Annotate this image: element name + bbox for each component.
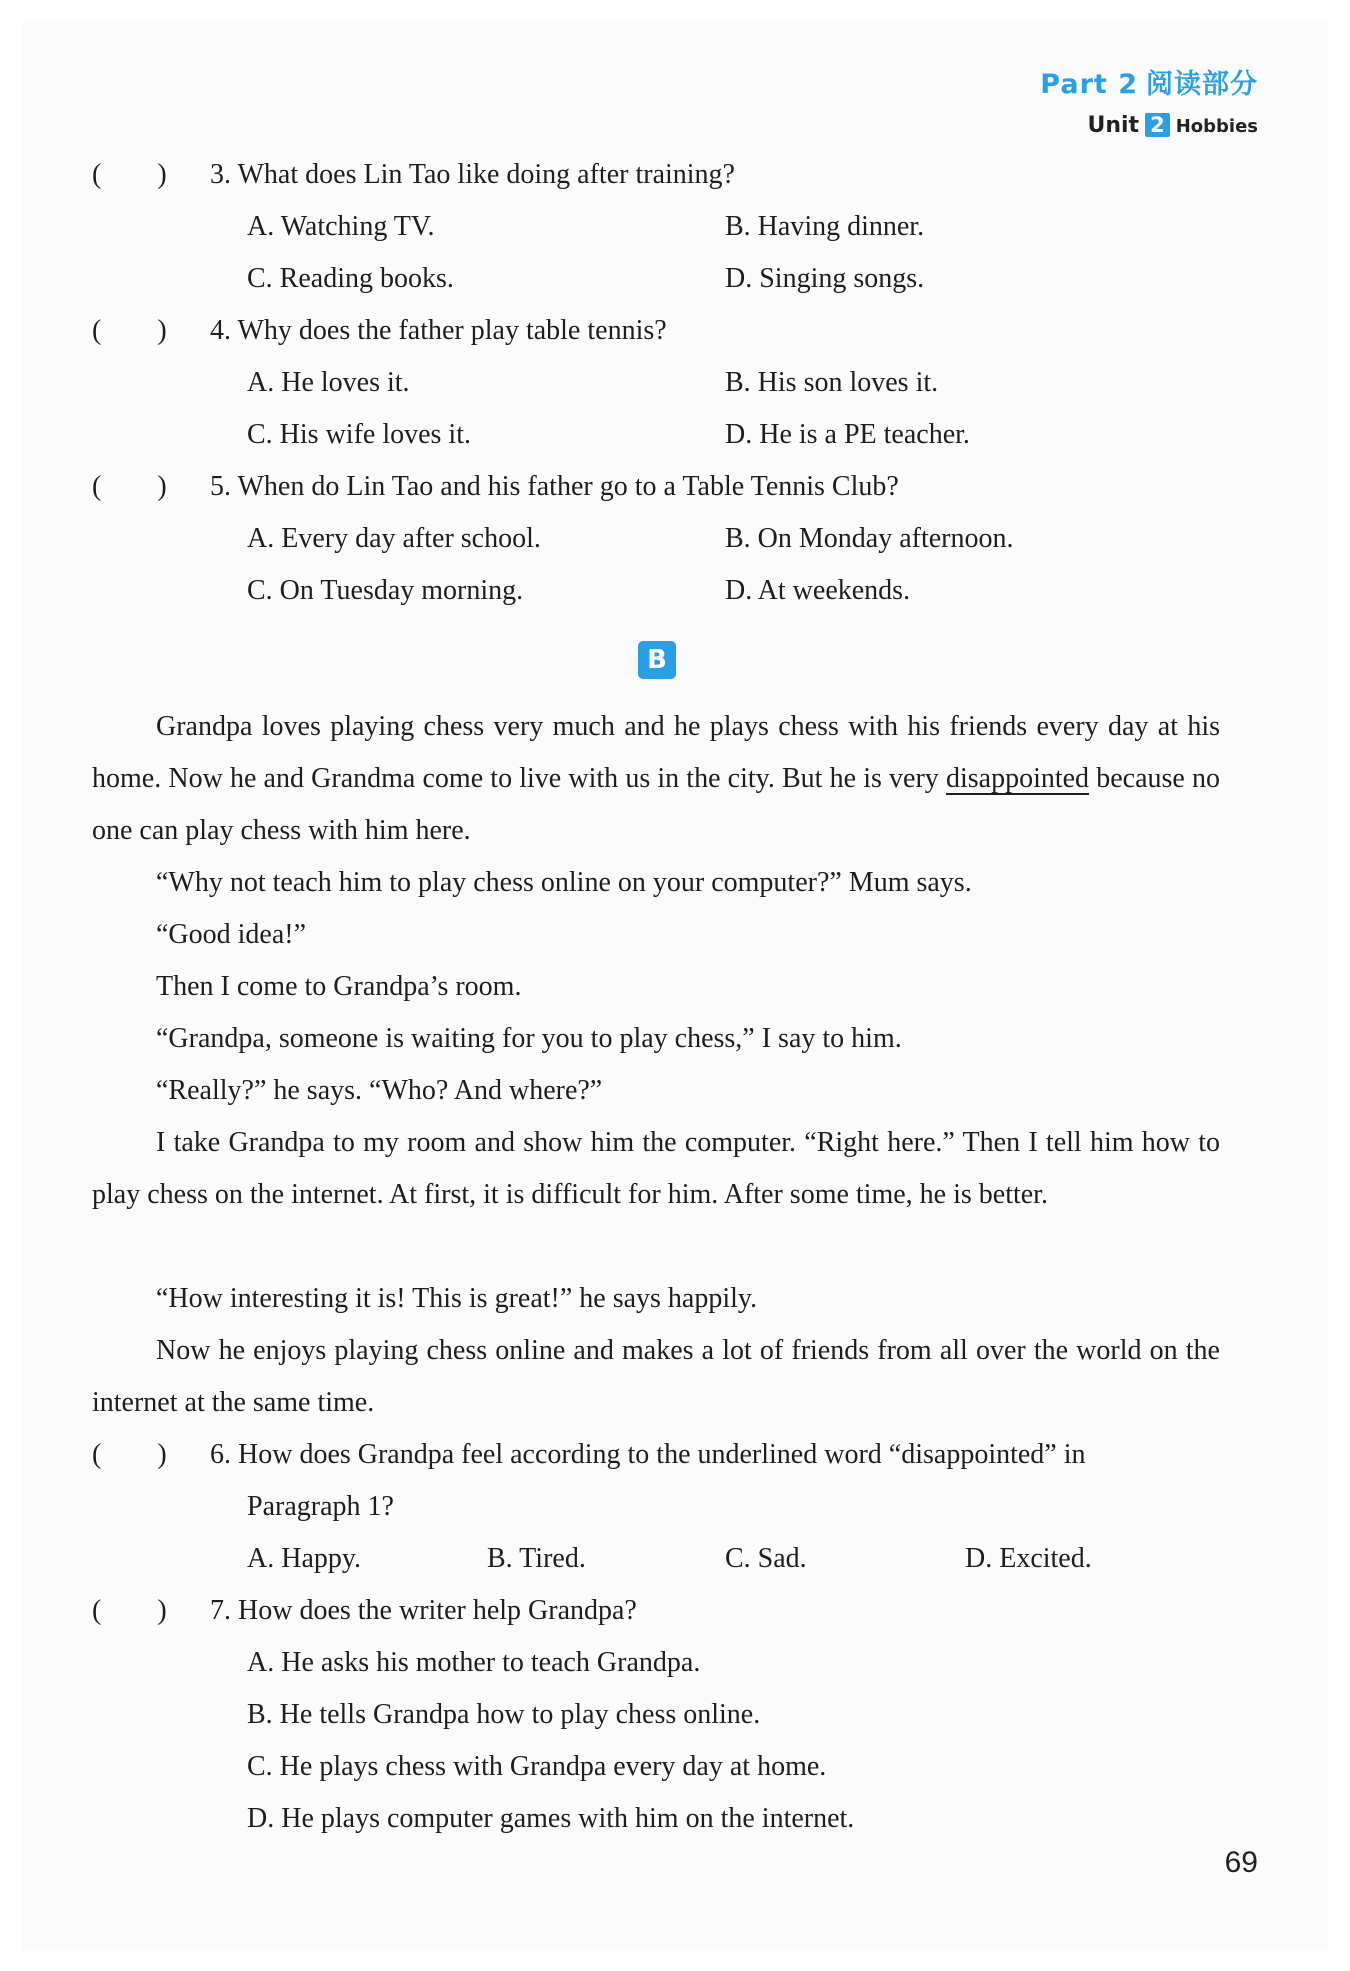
passage-paragraph-3: “Good idea!”: [156, 919, 307, 950]
passage-paragraph-7: I take Grandpa to my room and show him the computer. “Right here.” Then I tell him how to play chess on the internet. At first, it is difficult for him. After some time, he is better.: [92, 1127, 1220, 1210]
header-section-cn: 阅读部分: [1146, 69, 1258, 100]
option-4b: B. His son loves it.: [725, 367, 939, 398]
option-4d: D. He is a PE teacher.: [725, 419, 970, 450]
passage-paragraph-2: “Why not teach him to play chess online on your computer?” Mum says.: [156, 867, 972, 898]
question-4: [92, 311, 667, 351]
question-number: 5.: [210, 471, 231, 502]
option-7a: A. He asks his mother to teach Grandpa.: [247, 1647, 701, 1678]
header-part-line: [1032, 62, 1258, 101]
running-header: [1032, 62, 1258, 138]
option-5b: B. On Monday afternoon.: [725, 523, 1014, 554]
header-part: Part 2: [1040, 69, 1138, 100]
question-text: When do Lin Tao and his father go to a Table Tennis Club?: [237, 471, 899, 502]
option-5d: D. At weekends.: [725, 575, 911, 606]
paragraph-1-text-end: because no one can play chess with him here.: [92, 763, 1220, 846]
option-7b: B. He tells Grandpa how to play chess online.: [247, 1699, 761, 1730]
question-number: 7.: [210, 1595, 231, 1626]
option-5a: A. Every day after school.: [247, 523, 541, 554]
page-number: 69: [1224, 1846, 1258, 1879]
header-unit-line: [1032, 113, 1258, 138]
option-3d: D. Singing songs.: [725, 263, 925, 294]
option-7d: D. He plays computer games with him on the internet.: [247, 1803, 855, 1834]
question-6-line-2: Paragraph 1?: [247, 1491, 394, 1522]
option-6c: C. Sad.: [725, 1543, 807, 1574]
answer-blank[interactable]: ( ): [92, 1595, 167, 1626]
answer-blank[interactable]: ( ): [92, 1439, 167, 1470]
option-4a: A. He loves it.: [247, 367, 410, 398]
answer-blank[interactable]: ( ): [92, 471, 167, 502]
option-7c: C. He plays chess with Grandpa every day at home.: [247, 1751, 827, 1782]
question-text: Why does the father play table tennis?: [237, 315, 667, 346]
question-number: 4.: [210, 315, 231, 346]
question-number: 6.: [210, 1439, 231, 1470]
header-unit-label: Unit: [1087, 113, 1140, 138]
option-6a: A. Happy.: [247, 1543, 362, 1574]
passage-paragraph-5: “Grandpa, someone is waiting for you to play chess,” I say to him.: [156, 1023, 902, 1054]
option-3c: C. Reading books.: [247, 263, 454, 294]
option-6b: B. Tired.: [487, 1543, 586, 1574]
paragraph-1-text-start: Grandpa loves playing chess very much and he plays chess with his friends every day at his home. Now he and Grandma come to live with us in the city. But he is very: [92, 711, 1220, 794]
answer-blank[interactable]: ( ): [92, 159, 167, 190]
option-3a: A. Watching TV.: [247, 211, 435, 242]
question-7: [92, 1591, 637, 1631]
option-6d: D. Excited.: [965, 1543, 1092, 1574]
unit-number-badge: 2: [1145, 113, 1170, 137]
underlined-word-disappointed: disappointed: [945, 763, 1090, 794]
section-b-badge: B: [638, 641, 676, 679]
question-number: 3.: [210, 159, 231, 190]
passage-paragraph-8: “How interesting it is! This is great!” he says happily.: [156, 1283, 758, 1314]
header-unit-title: Hobbies: [1175, 116, 1258, 137]
passage-paragraph-6: “Really?” he says. “Who? And where?”: [156, 1075, 603, 1106]
passage-paragraph-4: Then I come to Grandpa’s room.: [156, 971, 522, 1002]
passage-paragraph-1: [92, 701, 1220, 857]
option-5c: C. On Tuesday morning.: [247, 575, 524, 606]
question-text: What does Lin Tao like doing after training?: [237, 159, 735, 190]
option-3b: B. Having dinner.: [725, 211, 925, 242]
question-text: How does the writer help Grandpa?: [238, 1595, 637, 1626]
passage-paragraph-9: Now he enjoys playing chess online and makes a lot of friends from all over the world on the internet at the same time.: [92, 1335, 1220, 1418]
question-5: [92, 467, 899, 507]
question-6: [92, 1435, 1086, 1475]
answer-blank[interactable]: ( ): [92, 315, 167, 346]
question-text: How does Grandpa feel according to the underlined word “disappointed” in: [238, 1439, 1086, 1470]
question-3: [92, 155, 735, 195]
option-4c: C. His wife loves it.: [247, 419, 471, 450]
